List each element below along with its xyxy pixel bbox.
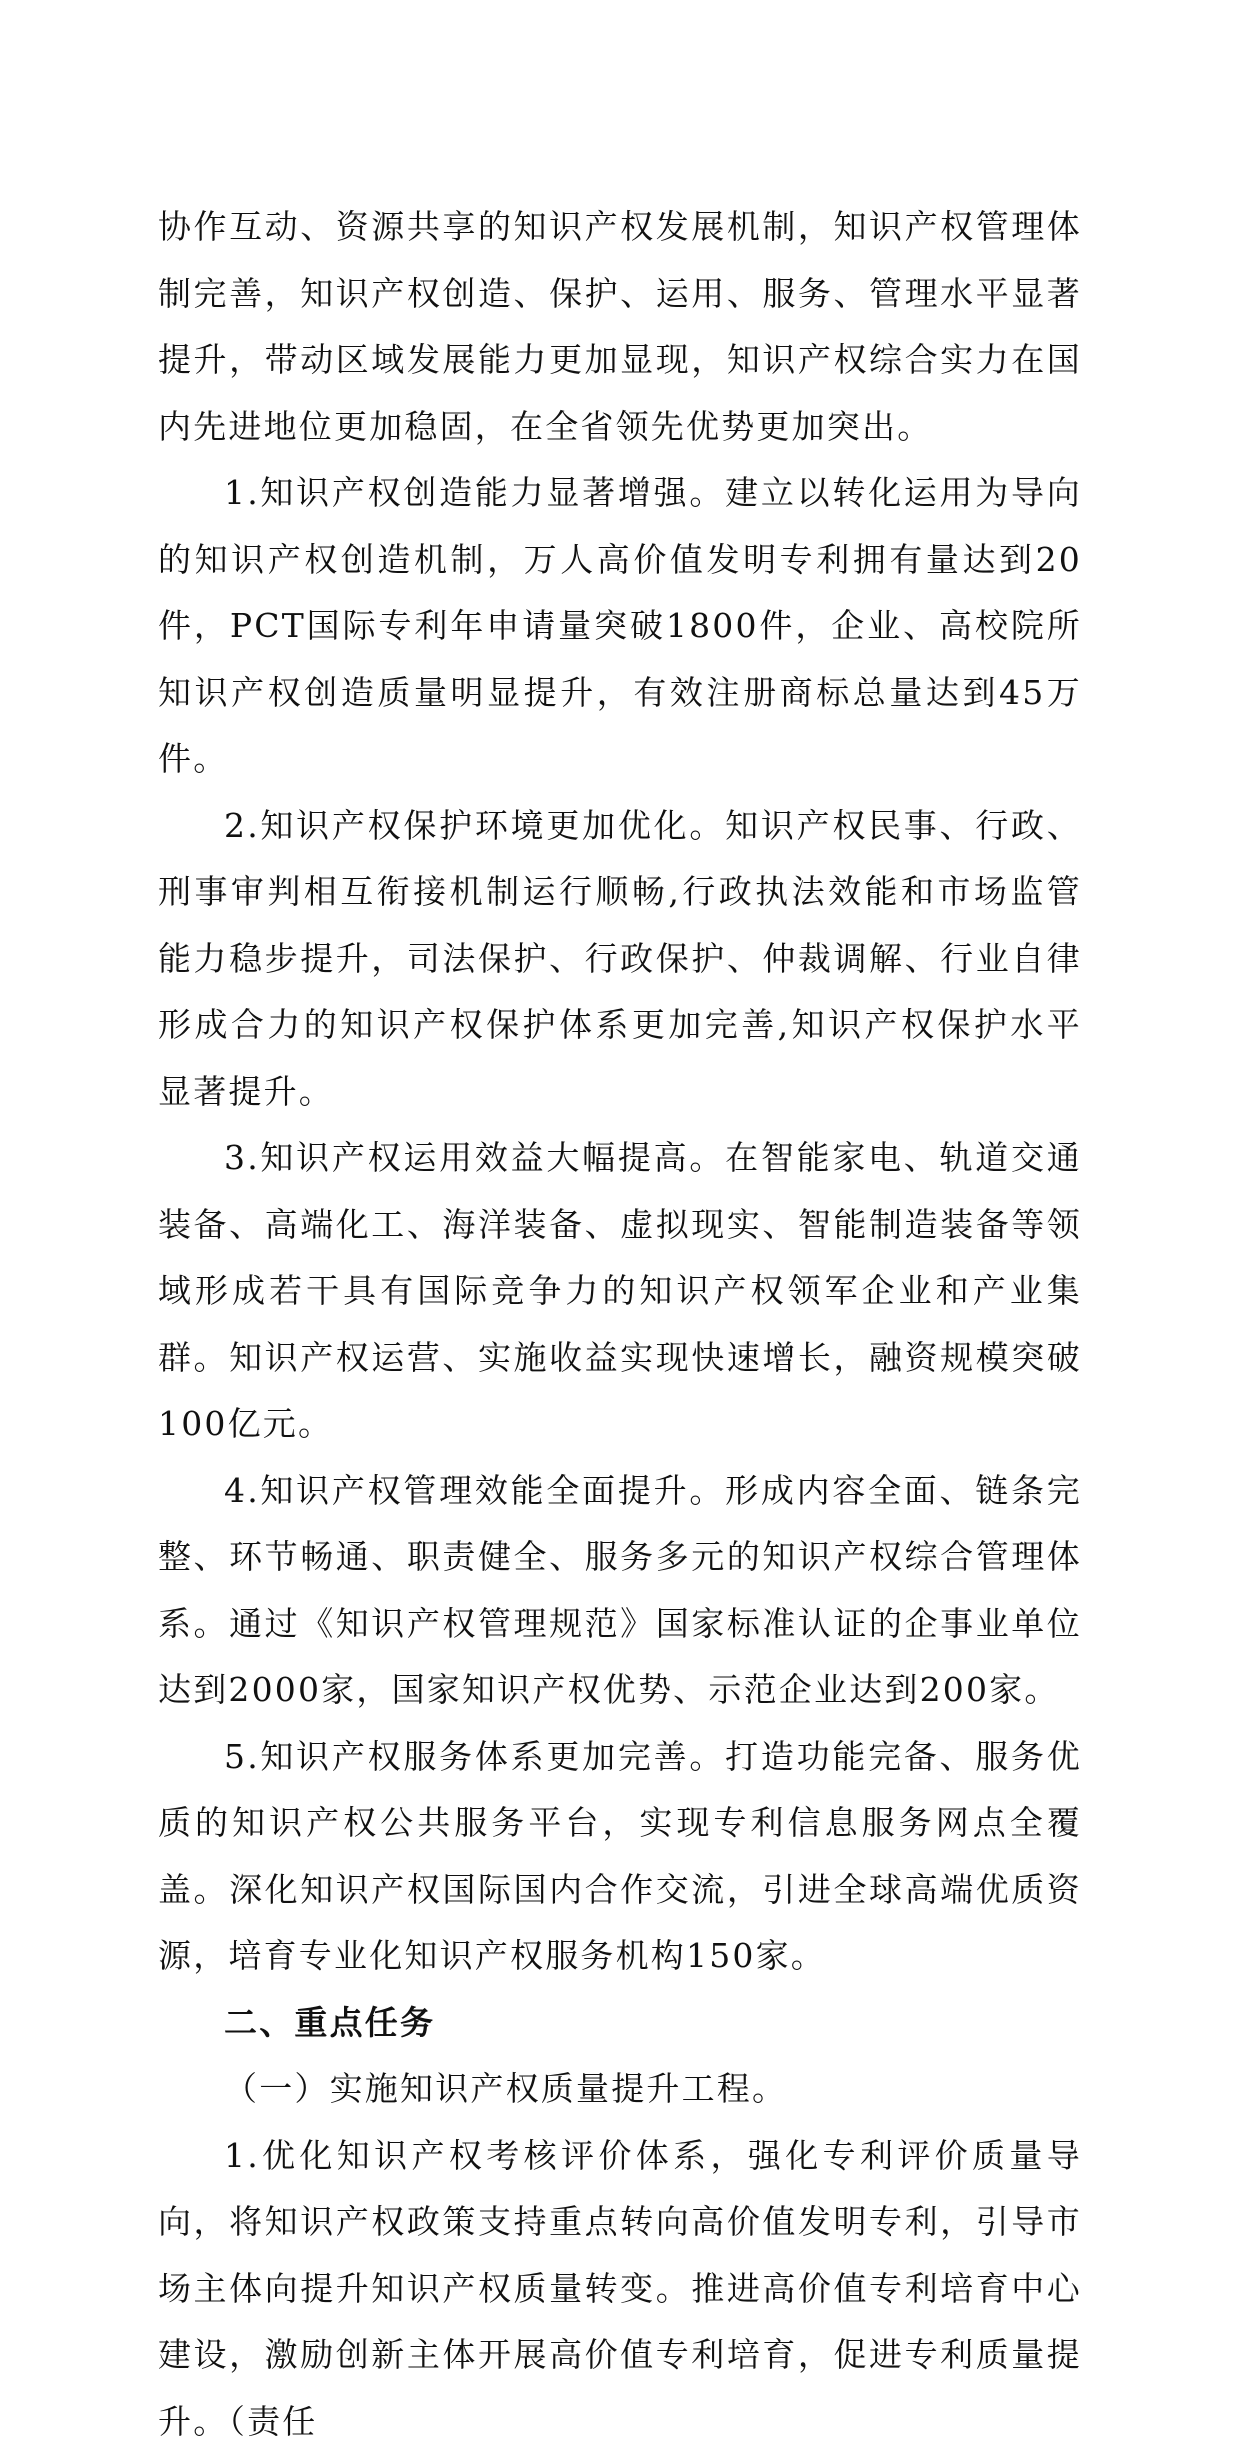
goal-paragraph-3: 3.知识产权运用效益大幅提高。在智能家电、轨道交通装备、高端化工、海洋装备、虚拟现实、智能制造装备等领域形成若干具有国际竞争力的知识产权领军企业和产业集群。知识产权运营、实施收益实现快速增长，融资规模突破100亿元。 — [158, 1125, 1082, 1458]
section-heading: 二、重点任务 — [158, 1990, 1082, 2057]
goal-paragraph-4: 4.知识产权管理效能全面提升。形成内容全面、链条完整、环节畅通、职责健全、服务多元的知识产权综合管理体系。通过《知识产权管理规范》国家标准认证的企事业单位达到2000家，国家知识产权优势、示范企业达到200家。 — [158, 1458, 1082, 1724]
goal-paragraph-1: 1.知识产权创造能力显著增强。建立以转化运用为导向的知识产权创造机制，万人高价值发明专利拥有量达到20件，PCT国际专利年申请量突破1800件，企业、高校院所知识产权创造质量明显提升，有效注册商标总量达到45万件。 — [158, 460, 1082, 793]
intro-paragraph: 协作互动、资源共享的知识产权发展机制，知识产权管理体制完善，知识产权创造、保护、运用、服务、管理水平显著提升，带动区域发展能力更加显现，知识产权综合实力在国内先进地位更加稳固，在全省领先优势更加突出。 — [158, 194, 1082, 460]
subsection-heading: （一）实施知识产权质量提升工程。 — [158, 2056, 1082, 2123]
goal-paragraph-5: 5.知识产权服务体系更加完善。打造功能完备、服务优质的知识产权公共服务平台，实现专利信息服务网点全覆盖。深化知识产权国际国内合作交流，引进全球高端优质资源，培育专业化知识产权服务机构150家。 — [158, 1724, 1082, 1990]
document-body — [158, 194, 1082, 2455]
goal-paragraph-2: 2.知识产权保护环境更加优化。知识产权民事、行政、刑事审判相互衔接机制运行顺畅,行政执法效能和市场监管能力稳步提升，司法保护、行政保护、仲裁调解、行业自律形成合力的知识产权保护体系更加完善,知识产权保护水平显著提升。 — [158, 793, 1082, 1126]
task-paragraph-1: 1.优化知识产权考核评价体系，强化专利评价质量导向，将知识产权政策支持重点转向高价值发明专利，引导市场主体向提升知识产权质量转变。推进高价值专利培育中心建设，激励创新主体开展高价值专利培育，促进专利质量提升。（责任 — [158, 2123, 1082, 2455]
